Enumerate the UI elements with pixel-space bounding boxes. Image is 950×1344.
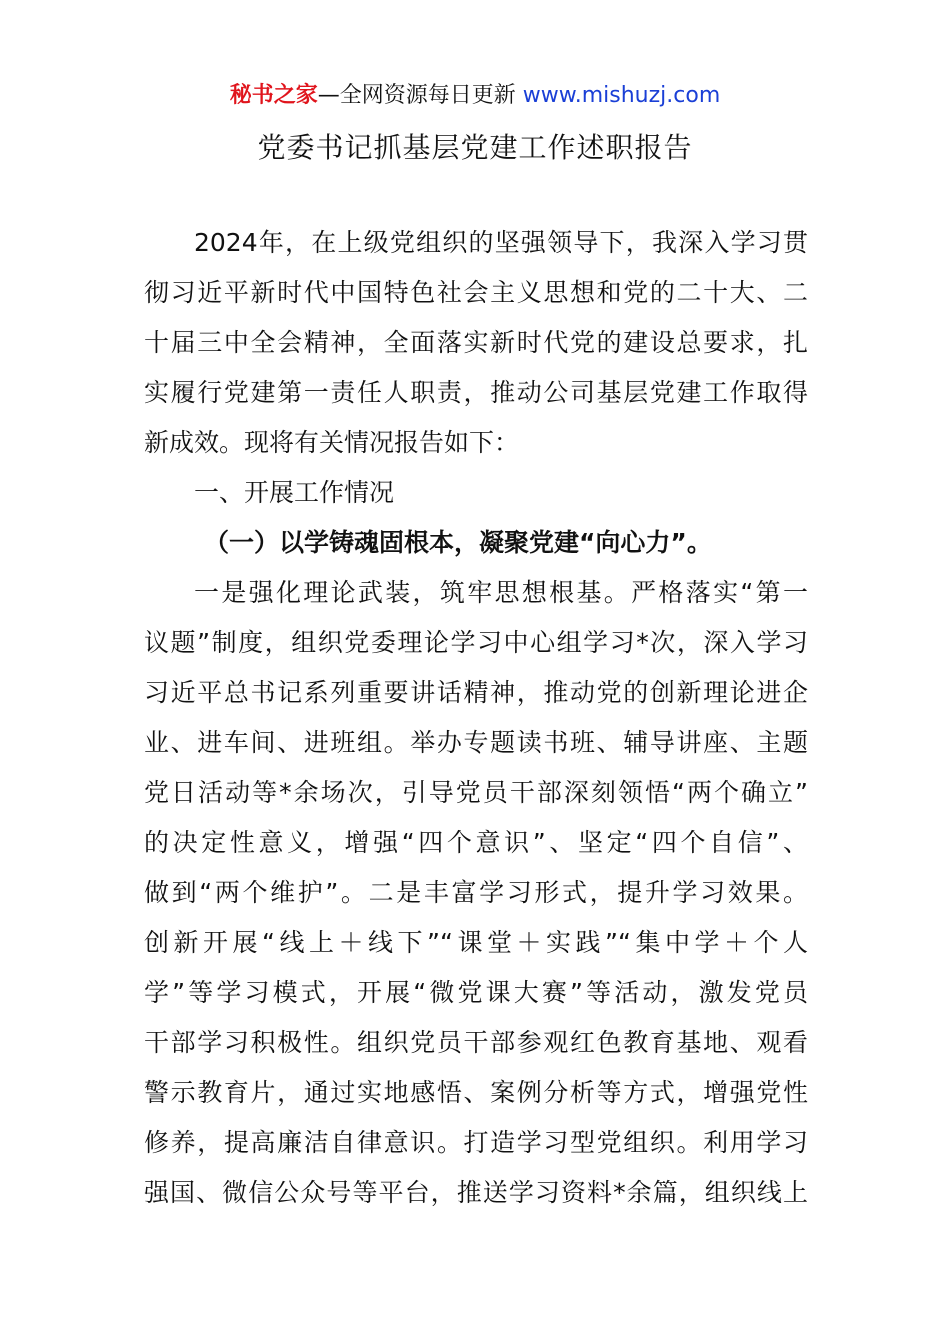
header-slogan: —全网资源每日更新 (317, 83, 523, 108)
paragraph-line: 十届三中全会精神，全面落实新时代党的建设总要求，扎 (144, 328, 808, 357)
paragraph-line: 实履行党建第一责任人职责，推动公司基层党建工作取得 (144, 378, 808, 407)
paragraph-line: 议题”制度，组织党委理论学习中心组学习*次，深入学习 (144, 628, 808, 657)
brand-name: 秘书之家 (229, 83, 318, 108)
paragraph-line: 修养，提高廉洁自律意识。打造学习型党组织。利用学习 (144, 1128, 808, 1157)
paragraph-line: 2024年，在上级党组织的坚强领导下，我深入学习贯 (194, 228, 808, 257)
section-heading: 一、开展工作情况 (194, 478, 395, 507)
paragraph-line: 一是强化理论武装，筑牢思想根基。严格落实“第一 (194, 578, 808, 607)
paragraph-line: 党日活动等*余场次，引导党员干部深刻领悟“两个确立” (144, 778, 808, 807)
paragraph-line: 习近平总书记系列重要讲话精神，推动党的创新理论进企 (144, 678, 808, 707)
document-body (144, 218, 808, 1218)
site-url-link[interactable]: www.mishuzj.com (522, 83, 721, 108)
paragraph-line: 业、进车间、进班组。举办专题读书班、辅导讲座、主题 (144, 728, 808, 757)
paragraph-line: 学”等学习模式，开展“微党课大赛”等活动，激发党员 (144, 978, 808, 1007)
paragraph-line: 的决定性意义，增强“四个意识”、坚定“四个自信”、 (144, 828, 808, 857)
paragraph-line: 做到“两个维护”。二是丰富学习形式，提升学习效果。 (144, 878, 808, 907)
site-header (0, 80, 950, 112)
paragraph-line: 干部学习积极性。组织党员干部参观红色教育基地、观看 (144, 1028, 808, 1057)
paragraph-line: 创新开展“线上＋线下”“课堂＋实践”“集中学＋个人 (144, 928, 808, 957)
document-title: 党委书记抓基层党建工作述职报告 (257, 131, 693, 164)
paragraph-line: 新成效。现将有关情况报告如下： (144, 428, 520, 457)
paragraph-line: 强国、微信公众号等平台，推送学习资料*余篇，组织线上 (144, 1178, 808, 1207)
paragraph-line: 彻习近平新时代中国特色社会主义思想和党的二十大、二 (144, 278, 808, 307)
paragraph-line: 警示教育片，通过实地感悟、案例分析等方式，增强党性 (144, 1078, 808, 1107)
subsection-heading: （一）以学铸魂固根本，凝聚党建“向心力”。 (204, 528, 712, 557)
